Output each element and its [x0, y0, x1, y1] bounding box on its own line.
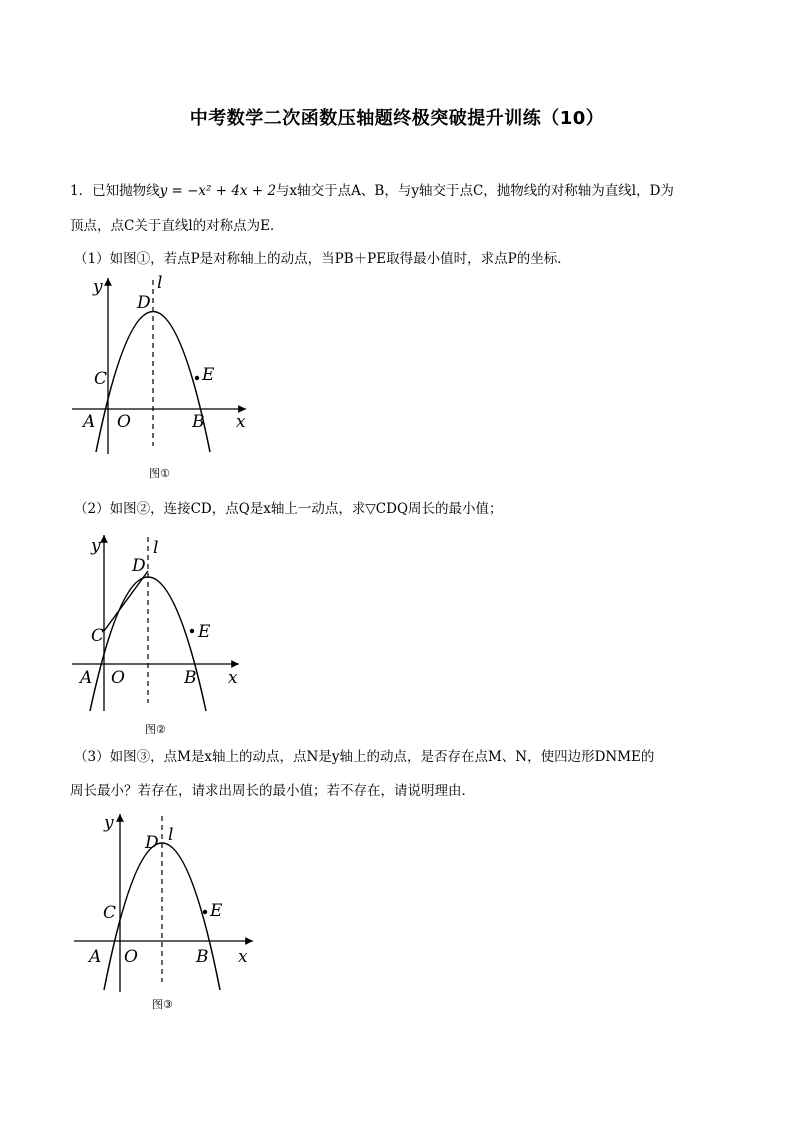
- label-a: A: [83, 412, 96, 432]
- figure-1-caption: 图①: [149, 467, 170, 480]
- parabola-equation: y = −x² + 4x + 2: [159, 183, 277, 199]
- label-c: C: [94, 369, 108, 389]
- question-number: 1．: [70, 183, 93, 199]
- label-l: l: [168, 825, 174, 845]
- label-b: B: [196, 947, 209, 967]
- figure-3-caption: 图③: [152, 998, 173, 1011]
- question-stem-line2: 顶点，点C关于直线l的对称点为E．: [70, 218, 284, 234]
- label-x: x: [236, 412, 246, 432]
- question-part3-line2: 周长最小？若存在，请求出周长的最小值；若不存在，请说明理由．: [70, 783, 475, 799]
- figure-3: [70, 810, 310, 1000]
- label-o: O: [117, 412, 131, 432]
- segment-cd: [104, 571, 148, 631]
- question-part2: （2）如图②，连接CD，点Q是x轴上一动点，求▽CDQ周长的最小值；: [74, 501, 503, 517]
- question-part1: （1）如图①，若点P是对称轴上的动点，当PB＋PE取得最小值时，求点P的坐标．: [74, 251, 571, 267]
- point-e-dot: [195, 376, 199, 380]
- stem-text-b: 与x轴交于点A、B，与y轴交于点C，抛物线的对称轴为直线l，D为: [276, 183, 674, 199]
- label-e: E: [210, 901, 223, 921]
- figure-2: [62, 533, 302, 713]
- label-x: x: [238, 947, 248, 967]
- stem-text-a: 已知抛物线: [92, 183, 160, 199]
- label-o: O: [124, 947, 138, 967]
- label-y: y: [93, 277, 103, 297]
- label-d: D: [145, 833, 159, 853]
- label-y: y: [91, 536, 101, 556]
- question-part3-line1: （3）如图③，点M是x轴上的动点，点N是y轴上的动点，是否存在点M、N，使四边形DNME的: [74, 749, 655, 765]
- label-l: l: [153, 538, 159, 558]
- label-c: C: [103, 903, 117, 923]
- label-y: y: [104, 813, 114, 833]
- label-d: D: [132, 556, 146, 576]
- label-b: B: [184, 668, 197, 688]
- label-a: A: [89, 947, 102, 967]
- page-title: 中考数学二次函数压轴题终极突破提升训练（10）: [189, 108, 605, 129]
- label-e: E: [202, 365, 215, 385]
- label-a: A: [80, 668, 93, 688]
- figure-1: [62, 273, 302, 456]
- label-x: x: [228, 668, 238, 688]
- point-e-dot: [190, 629, 194, 633]
- label-d: D: [137, 293, 151, 313]
- question-stem-line1: [70, 181, 674, 201]
- label-o: O: [111, 668, 125, 688]
- label-c: C: [91, 626, 105, 646]
- label-l: l: [157, 273, 163, 293]
- label-e: E: [198, 622, 211, 642]
- point-e-dot: [203, 910, 207, 914]
- figure-2-caption: 图②: [145, 723, 166, 736]
- label-b: B: [192, 412, 205, 432]
